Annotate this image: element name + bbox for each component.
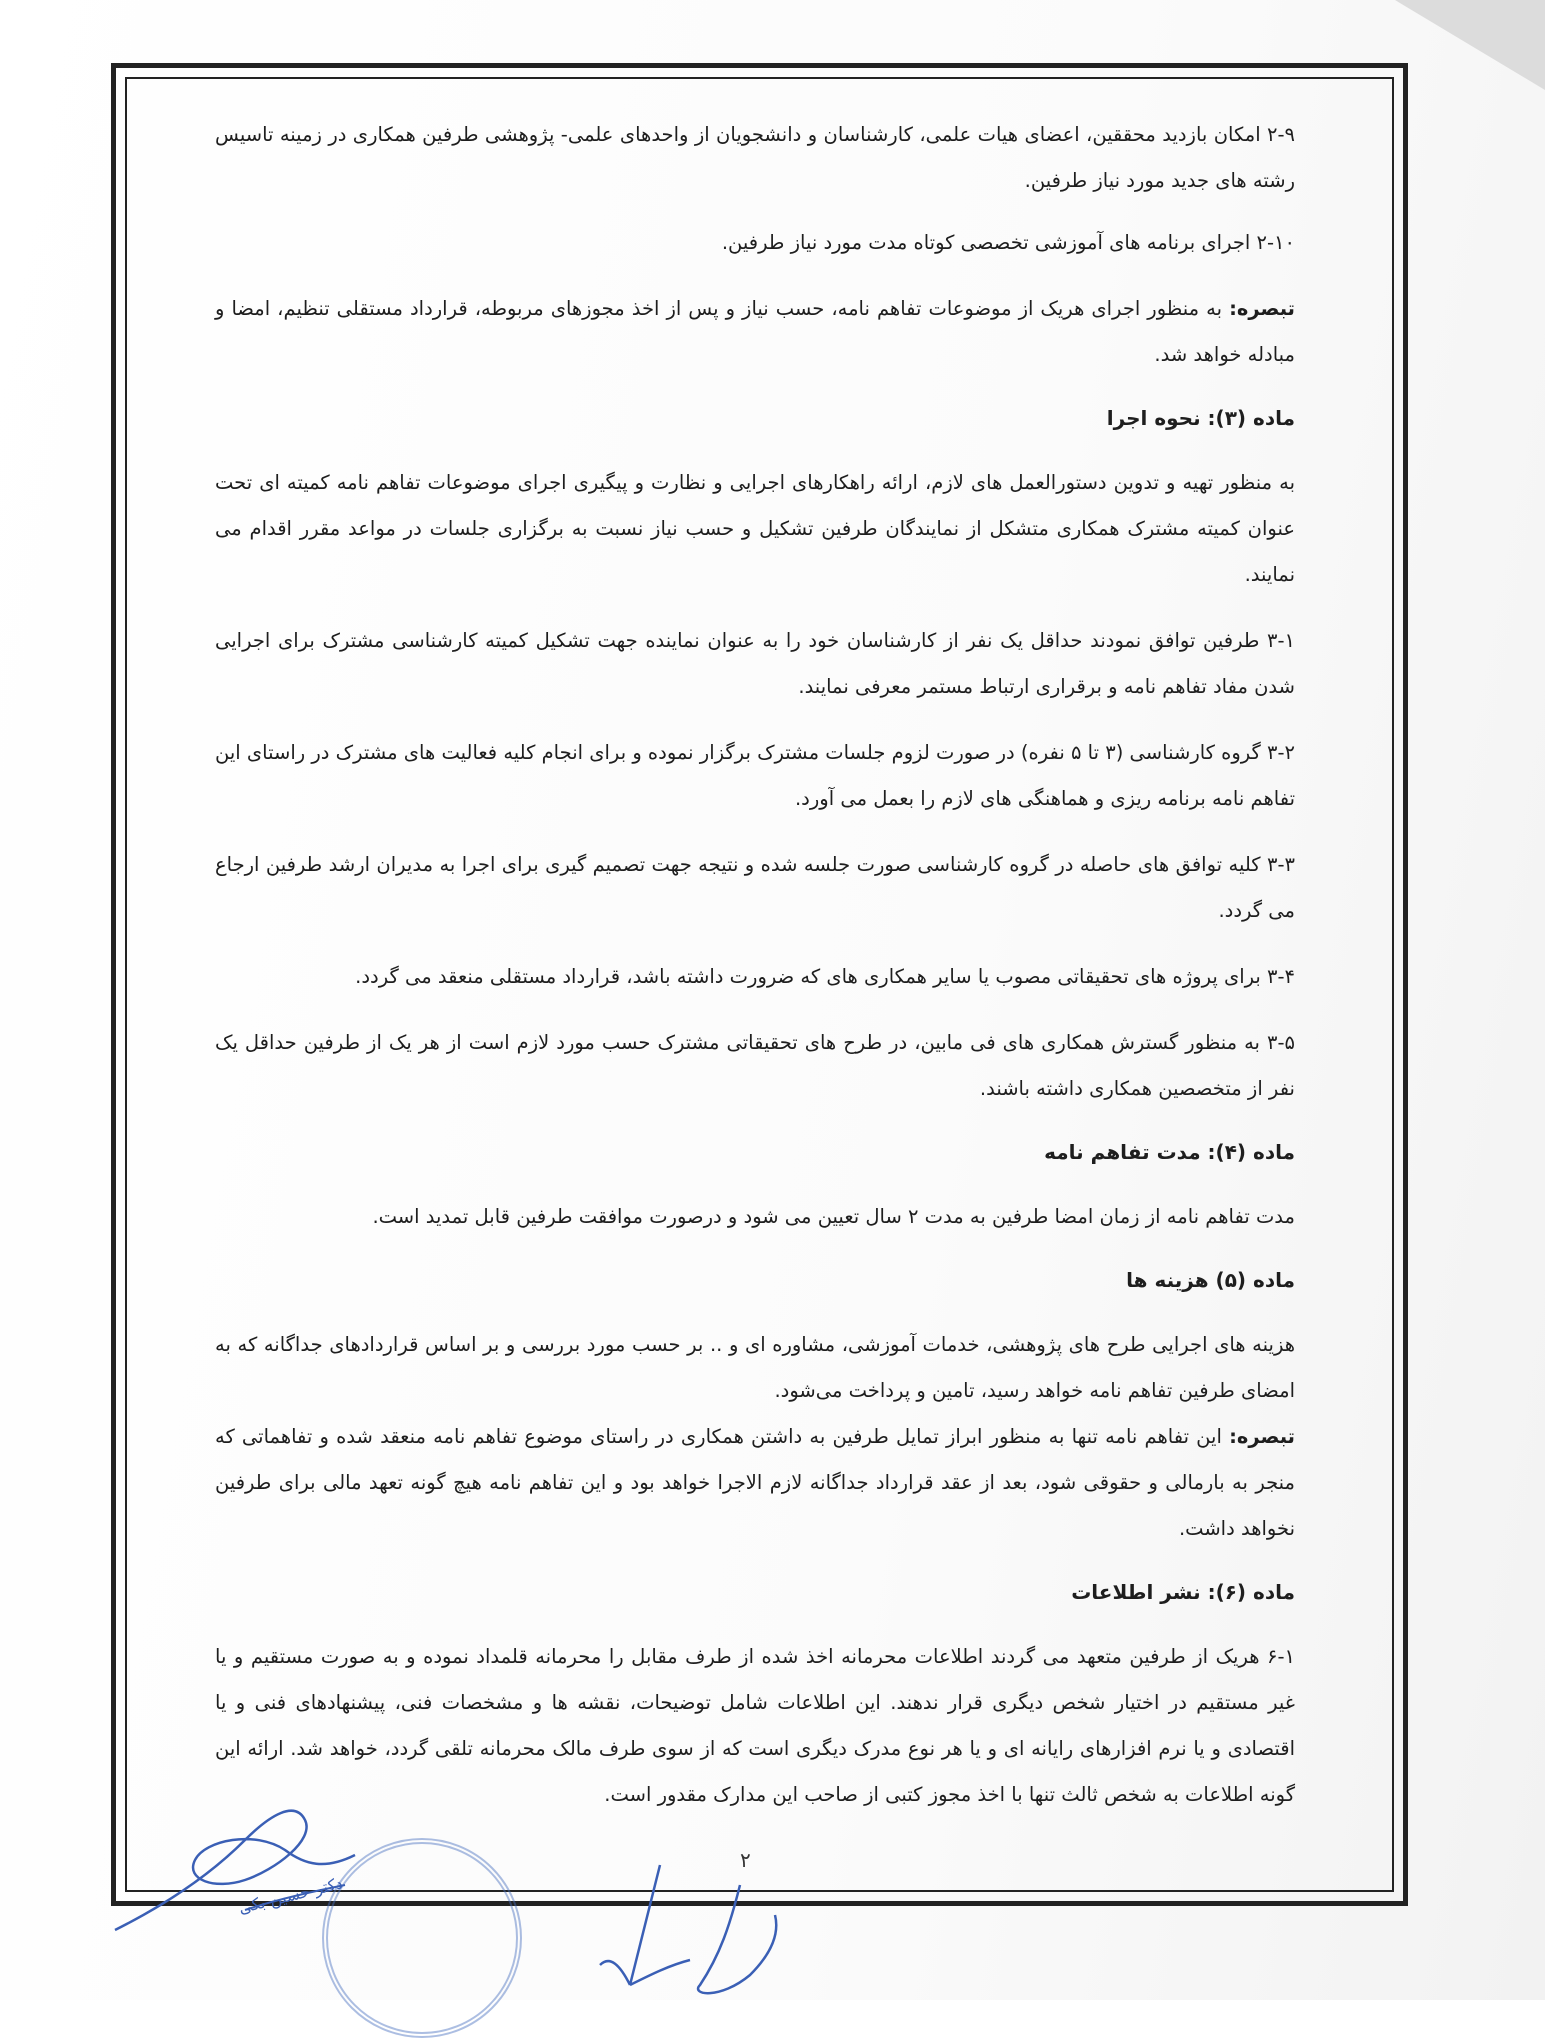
note-2-label: تبصره: — [1229, 1425, 1295, 1448]
note-1-label: تبصره: — [1229, 297, 1295, 320]
clause-3-1: ۳-۱ طرفین توافق نمودند حداقل یک نفر از کارشناسان خود را به عنوان نماینده جهت تشکیل کمیته کارشناسی مشترک برای اجرایی شدن مفاد تفاهم نامه و برقراری ارتباط مستمر معرفی نمایند. — [215, 629, 1295, 698]
page-number: ۲ — [740, 1848, 751, 1872]
note-1-text: به منظور اجرای هریک از موضوعات تفاهم نامه، حسب نیاز و پس از اخذ مجوزهای مربوطه، قرارداد مستقلی تنظیم، امضا و مبادله خواهد شد. — [215, 297, 1295, 366]
signature-middle — [590, 1855, 800, 2000]
signature-left — [95, 1760, 375, 1950]
article-4-title: ماده (۴): مدت تفاهم نامه — [1044, 1140, 1295, 1164]
handwritten-name: دکتر حسین بکی — [236, 1873, 345, 1918]
article-4-text: مدت تفاهم نامه از زمان امضا طرفین به مدت ۲ سال تعیین می شود و درصورت موافقت طرفین قابل تمدید است. — [372, 1205, 1295, 1228]
clause-6-1: ۶-۱ هریک از طرفین متعهد می گردند اطلاعات محرمانه اخذ شده از طرف مقابل را محرمانه قلمداد نموده و به صورت مستقیم و یا غیر مستقیم در اختیار شخص دیگری قرار ندهند. این اطلاعات شامل توضیحات، نقشه ها و مشخصات فنی، پیشنهادهای فنی و یا اقتصادی و یا نرم افزارهای رایانه ای و یا هر نوع مدرک دیگری است که از سوی طرف مالک محرمانه تلقی گردد، خواهد شد. ارائه این گونه اطلاعات به شخص ثالث تنها با اخذ مجوز کتبی از صاحب این مدارک مقدور است. — [215, 1645, 1295, 1806]
clause-3-2: ۳-۲ گروه کارشناسی (۳ تا ۵ نفره) در صورت لزوم جلسات مشترک برگزار نموده و برای انجام کلیه فعالیت های مشترک در راستای این تفاهم نامه برنامه ریزی و هماهنگی های لازم را بعمل می آورد. — [215, 741, 1296, 810]
clause-3-3: ۳-۳ کلیه توافق های حاصله در گروه کارشناسی صورت جلسه شده و نتیجه جهت تصمیم گیری برای اجرا به مدیران ارشد طرفین ارجاع می گردد. — [215, 853, 1295, 922]
article-5-text: هزینه های اجرایی طرح های پژوهشی، خدمات آموزشی، مشاوره ای و .. بر حسب مورد بررسی و بر اساس قراردادهای جداگانه که به امضای طرفین تفاهم نامه خواهد رسید، تامین و پرداخت می‌شود. — [215, 1333, 1295, 1402]
clause-3-5: ۳-۵ به منظور گسترش همکاری های فی مابین، در طرح های تحقیقاتی مشترک حسب مورد لازم است از هر یک از طرفین حداقل یک نفر از متخصصین همکاری داشته باشند. — [215, 1031, 1295, 1100]
note-2-text: این تفاهم نامه تنها به منظور ابراز تمایل طرفین به داشتن همکاری در راستای موضوع تفاهم نامه منعقد شده و تفاهماتی که منجر به بارمالی و حقوقی شود، بعد از عقد قرارداد جداگانه لازم الاجرا خواهد بود و این تفاهم نامه هیچ گونه تعهد مالی برای طرفین نخواهد داشت. — [215, 1425, 1295, 1540]
clause-2-10: ۲-۱۰ اجرای برنامه های آموزشی تخصصی کوتاه مدت مورد نیاز طرفین. — [721, 231, 1295, 254]
article-3-intro: به منظور تهیه و تدوین دستورالعمل های لازم، ارائه راهکارهای اجرایی و نظارت و پیگیری اجرای موضوعات تفاهم نامه کمیته ای تحت عنوان کمیته مشترک همکاری متشکل از نمایندگان طرفین تشکیل و حسب نیاز نسبت به برگزاری جلسات در مواعد مقرر اقدام می نمایند. — [215, 471, 1295, 586]
article-3-title: ماده (۳): نحوه اجرا — [1106, 406, 1295, 430]
page-fold-corner — [1395, 0, 1545, 90]
clause-2-9: ۲-۹ امکان بازدید محققین، اعضای هیات علمی، کارشناسان و دانشجویان از واحدهای علمی- پژوهشی طرفین همکاری در زمینه تاسیس رشته های جدید مورد نیاز طرفین. — [215, 123, 1295, 192]
article-6-title: ماده (۶): نشر اطلاعات — [1071, 1580, 1295, 1604]
article-5-title: ماده (۵) هزینه ها — [1126, 1268, 1295, 1292]
document-body — [215, 112, 1295, 1838]
note-2 — [215, 1414, 1295, 1552]
note-1 — [215, 286, 1295, 378]
clause-3-4: ۳-۴ برای پروژه های تحقیقاتی مصوب یا سایر همکاری های که ضرورت داشته باشد، قرارداد مستقلی منعقد می گردد. — [355, 965, 1295, 988]
